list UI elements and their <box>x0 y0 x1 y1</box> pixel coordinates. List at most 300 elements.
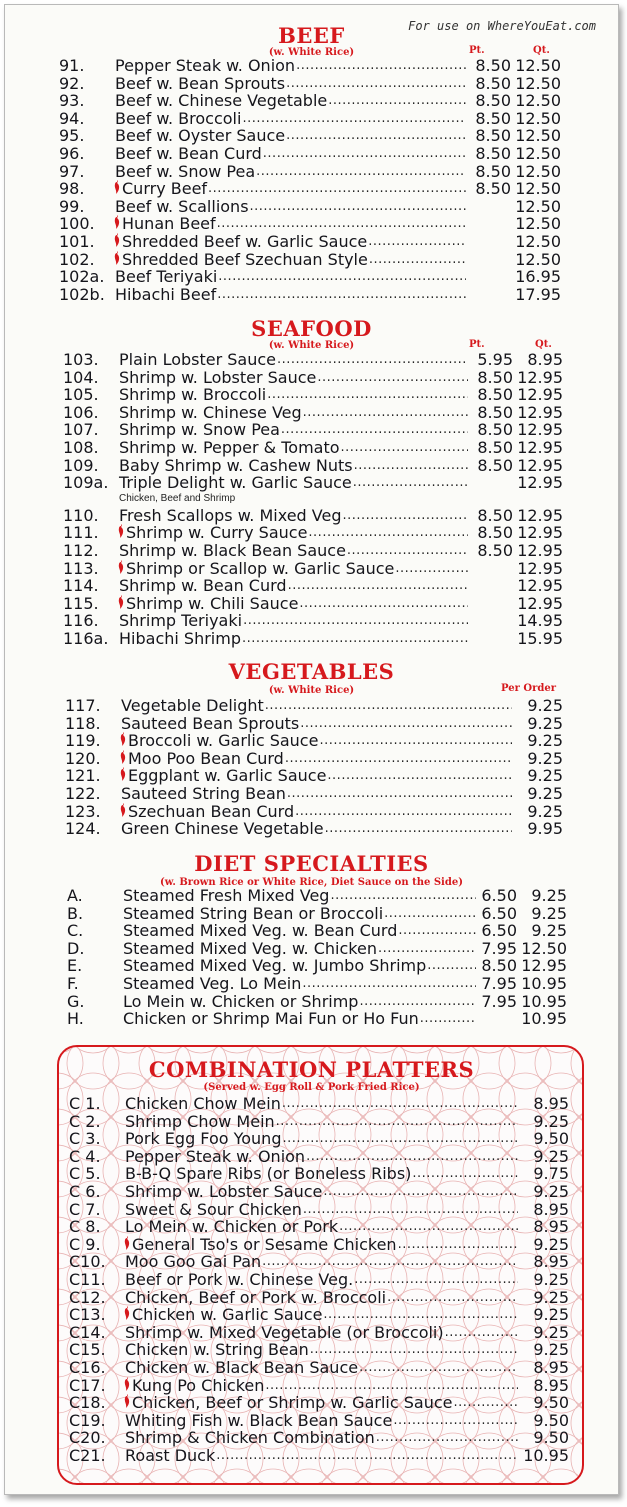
chili-pepper-icon <box>117 560 125 578</box>
seafood-item <box>63 457 563 475</box>
price-small: 6.50 <box>481 886 517 905</box>
combo-item <box>69 1236 569 1254</box>
price-large: 12.95 <box>521 956 567 976</box>
price-large: 12.50 <box>515 144 561 163</box>
combo-item <box>69 1289 569 1307</box>
item-number: 91. <box>59 56 85 75</box>
item-number: 106. <box>63 402 99 422</box>
chili-pepper-icon <box>123 1306 131 1324</box>
pattern-circle <box>499 1047 551 1053</box>
price-small <box>467 286 511 304</box>
item-number: 117. <box>65 696 101 715</box>
price-small: 8.50 <box>475 126 511 146</box>
price: 9.50 <box>533 1393 569 1413</box>
chili-pepper-icon <box>123 1377 131 1395</box>
combo-item <box>69 1429 569 1447</box>
item-number: E. <box>67 956 83 976</box>
price-small: 8.50 <box>475 108 511 128</box>
item-name: Sauteed Bean Sprouts <box>121 713 300 733</box>
vegetables-item <box>65 785 563 803</box>
item-number: 102a. <box>59 267 105 287</box>
price-large: 12.50 <box>515 126 561 146</box>
combo-item <box>69 1148 569 1166</box>
price-small <box>467 233 511 251</box>
item-name: Beef w. Chinese Vegetable <box>115 91 328 111</box>
price-large: 15.95 <box>517 629 563 648</box>
seafood-item <box>63 595 563 613</box>
item-number: C 8. <box>69 1217 101 1237</box>
dot-leader <box>359 1359 518 1377</box>
vegetables-item <box>65 820 563 838</box>
dot-leader <box>359 993 476 1011</box>
item-number: C17. <box>69 1375 106 1395</box>
diet-item <box>67 887 567 905</box>
item-name: Shrimp & Chicken Combination <box>125 1428 375 1448</box>
dot-leader <box>265 1377 518 1395</box>
vegetables-title: VEGETABLES <box>228 659 395 684</box>
item-number: 105. <box>63 385 99 405</box>
beef-item <box>59 180 561 198</box>
item-name: Shrimp w. Lobster Sauce <box>119 367 317 387</box>
price-large: 12.50 <box>515 108 561 128</box>
vegetables-item <box>65 750 563 768</box>
pattern-circle <box>427 1047 479 1053</box>
price-large: 12.95 <box>517 367 563 387</box>
item-name: Shrimp w. Mixed Vegetable (or Broccoli) <box>125 1322 444 1342</box>
beef-item <box>59 163 561 181</box>
vegetables-item <box>65 803 563 821</box>
item-name: Chicken w. String Bean <box>125 1340 309 1360</box>
item-number: 93. <box>59 91 85 111</box>
item-number: 100. <box>59 214 95 234</box>
item-name: Chicken w. Black Bean Sauce <box>125 1358 359 1377</box>
seafood-item <box>63 421 563 439</box>
dot-leader <box>302 975 476 993</box>
dot-leader <box>286 75 466 93</box>
dot-leader <box>369 251 466 269</box>
item-name: Hibachi Shrimp <box>119 629 241 648</box>
item-number: C16. <box>69 1358 106 1377</box>
menu-page <box>4 4 619 1495</box>
price: 9.25 <box>533 1322 569 1342</box>
combo-item <box>69 1095 569 1113</box>
beef-item <box>59 75 561 93</box>
item-name: Chicken Chow Mein <box>125 1094 281 1113</box>
vegetables-item <box>65 697 563 715</box>
price-small <box>467 268 511 286</box>
dot-leader <box>277 351 468 369</box>
dot-leader <box>299 595 468 613</box>
beef-item <box>59 268 561 286</box>
price-large: 12.95 <box>517 438 563 457</box>
seafood-item <box>63 386 563 404</box>
item-number: 116. <box>63 611 99 631</box>
item-name: Shrimp or Scallop w. Garlic Sauce <box>126 558 395 578</box>
beef-col-pt: Pt. <box>469 45 485 56</box>
item-number: B. <box>67 903 84 923</box>
price-large: 12.50 <box>515 179 561 199</box>
item-number: 98. <box>59 179 85 199</box>
price: 9.50 <box>533 1410 569 1430</box>
item-number: 110. <box>63 505 99 525</box>
seafood-col-qt: Qt. <box>535 339 552 350</box>
item-number: 123. <box>65 801 101 821</box>
price: 8.95 <box>533 1252 569 1272</box>
dot-leader <box>286 127 466 145</box>
price-large: 10.95 <box>521 991 567 1011</box>
price-large: 8.95 <box>527 350 563 369</box>
item-name: Beef w. Bean Curd <box>115 144 262 163</box>
item-number: C. <box>67 921 84 941</box>
combo-item <box>69 1359 569 1377</box>
price-large: 12.95 <box>517 558 563 578</box>
diet-item <box>67 975 567 993</box>
item-name: Moo Goo Gai Pan <box>125 1252 262 1272</box>
item-number: C 5. <box>69 1164 101 1184</box>
price: 10.95 <box>523 1446 569 1465</box>
dot-leader <box>265 697 512 715</box>
item-number: 95. <box>59 126 85 146</box>
beef-item <box>59 286 561 304</box>
seafood-item <box>63 404 563 422</box>
beef-item <box>59 233 561 251</box>
dot-leader <box>276 1113 518 1131</box>
diet-item <box>67 1010 567 1028</box>
price-small: 7.95 <box>481 974 517 993</box>
beef-item <box>59 110 561 128</box>
item-name: Shredded Beef w. Garlic Sauce <box>122 232 368 251</box>
dot-leader <box>393 1412 518 1430</box>
price-large: 12.95 <box>517 385 563 405</box>
item-name: Shrimp w. Curry Sauce <box>126 523 308 543</box>
price: 8.95 <box>533 1199 569 1219</box>
item-number: 92. <box>59 73 85 93</box>
price-large: 12.50 <box>515 56 561 75</box>
pattern-circle <box>319 1047 371 1053</box>
item-name: Pepper Steak w. Onion <box>115 56 296 75</box>
chili-pepper-icon <box>123 1236 131 1254</box>
item-name: Steamed Fresh Mixed Veg <box>123 886 330 905</box>
seafood-item <box>63 630 563 648</box>
dot-leader <box>282 1095 518 1113</box>
price: 9.25 <box>527 713 563 733</box>
combo-item <box>69 1218 569 1236</box>
dot-leader <box>384 905 476 923</box>
dot-leader <box>323 1183 518 1201</box>
price-small <box>467 198 511 216</box>
dot-leader <box>353 474 468 492</box>
dot-leader <box>420 1010 476 1028</box>
price-large: 9.25 <box>531 886 567 905</box>
item-number: 109a. <box>63 473 109 493</box>
dot-leader <box>387 1289 518 1307</box>
item-name: Broccoli w. Garlic Sauce <box>128 731 319 751</box>
item-number: C14. <box>69 1322 106 1342</box>
dot-leader <box>285 750 512 768</box>
price-small: 8.50 <box>477 455 513 475</box>
item-number: C 7. <box>69 1199 101 1219</box>
dot-leader <box>243 612 468 630</box>
price-large: 16.95 <box>515 267 561 287</box>
pattern-circle <box>535 1047 582 1053</box>
combo-item <box>69 1306 569 1324</box>
vegetables-item <box>65 767 563 785</box>
price-small: 6.50 <box>481 903 517 923</box>
chili-pepper-icon <box>119 767 127 785</box>
chili-pepper-icon <box>113 180 121 198</box>
item-name: Shrimp w. Chili Sauce <box>126 593 299 613</box>
combo-item <box>69 1253 569 1271</box>
dot-leader <box>330 887 476 905</box>
item-name: Beef w. Bean Sprouts <box>115 73 286 93</box>
item-number: C18. <box>69 1393 106 1413</box>
beef-item <box>59 198 561 216</box>
item-name: Szechuan Bean Curd <box>128 801 295 821</box>
price-small <box>469 612 513 630</box>
dot-leader <box>218 268 466 286</box>
combo-item <box>69 1183 569 1201</box>
price-large: 12.50 <box>515 232 561 251</box>
item-number: 103. <box>63 350 99 369</box>
price: 9.25 <box>533 1146 569 1166</box>
item-number: C 6. <box>69 1182 101 1201</box>
item-name: Beef w. Snow Pea <box>115 161 256 181</box>
item-number: C 3. <box>69 1129 101 1149</box>
price-small: 8.50 <box>481 956 517 976</box>
diet-title: DIET SPECIALTIES <box>194 851 429 876</box>
item-number: 122. <box>65 784 101 803</box>
item-name: Shrimp w. Chinese Veg <box>119 402 302 422</box>
item-number: 113. <box>63 558 99 578</box>
beef-item <box>59 215 561 233</box>
dot-leader <box>262 1253 518 1271</box>
price-large: 12.50 <box>521 938 567 958</box>
item-name: Hunan Beef <box>122 214 216 234</box>
diet-item <box>67 993 567 1011</box>
item-name: Shrimp Chow Mein <box>125 1111 275 1131</box>
price: 9.75 <box>533 1164 569 1184</box>
item-number: 104. <box>63 367 99 387</box>
beef-item <box>59 92 561 110</box>
price: 9.25 <box>533 1234 569 1254</box>
item-number: C20. <box>69 1428 106 1448</box>
item-number: 118. <box>65 713 101 733</box>
seafood-item <box>63 351 563 369</box>
price-large: 12.95 <box>517 473 563 493</box>
pattern-circle <box>283 1047 335 1053</box>
item-name: Shredded Beef Szechuan Style <box>122 249 368 269</box>
watermark: For use on WhereYouEat.com <box>408 19 596 33</box>
item-number: C10. <box>69 1252 106 1272</box>
price-large: 12.50 <box>515 73 561 93</box>
price-small: 8.50 <box>475 161 511 181</box>
dot-leader <box>412 1165 518 1183</box>
dot-leader <box>323 1306 518 1324</box>
item-name: Pork Egg Foo Young <box>125 1129 282 1149</box>
item-name: Chicken, Beef or Pork w. Broccoli <box>125 1287 387 1307</box>
price-large: 12.95 <box>517 402 563 422</box>
pattern-circle <box>103 1047 155 1053</box>
item-name: Green Chinese Vegetable <box>121 819 324 839</box>
item-number: 116a. <box>63 629 109 648</box>
price-small: 5.95 <box>477 350 513 369</box>
dot-leader <box>395 560 468 578</box>
item-number: C12. <box>69 1287 106 1307</box>
price: 9.95 <box>527 819 563 839</box>
price-small <box>469 630 513 648</box>
item-number: 112. <box>63 541 99 560</box>
pattern-circle <box>67 1047 119 1053</box>
combo-item <box>69 1201 569 1219</box>
dot-leader <box>296 57 466 75</box>
price-small <box>467 215 511 233</box>
dot-leader <box>281 421 468 439</box>
item-name: Hibachi Beef <box>115 284 217 304</box>
chili-pepper-icon <box>113 251 121 269</box>
dot-leader <box>427 957 476 975</box>
beef-col-qt: Qt. <box>533 45 550 56</box>
price-small: 8.50 <box>477 420 513 440</box>
price-small: 8.50 <box>477 402 513 422</box>
price: 9.25 <box>527 766 563 786</box>
item-number: C 4. <box>69 1146 101 1166</box>
dot-leader <box>378 940 476 958</box>
dot-leader <box>295 803 512 821</box>
vegetables-item <box>65 715 563 733</box>
item-name: Curry Beef <box>122 179 208 199</box>
diet-item <box>67 922 567 940</box>
dot-leader <box>267 386 468 404</box>
beef-item <box>59 145 561 163</box>
item-name: Shrimp w. Lobster Sauce <box>125 1182 323 1201</box>
item-number: 115. <box>63 593 99 613</box>
combo-item <box>69 1165 569 1183</box>
dot-leader <box>308 524 468 542</box>
price: 9.25 <box>533 1182 569 1201</box>
dot-leader <box>317 369 468 387</box>
price-large: 10.95 <box>521 974 567 993</box>
price-small: 8.50 <box>475 144 511 163</box>
price-large: 12.50 <box>515 161 561 181</box>
item-number: 96. <box>59 144 85 163</box>
item-name: Kung Po Chicken <box>132 1375 265 1395</box>
dot-leader <box>398 922 476 940</box>
seafood-subtitle: (w. White Rice) <box>268 340 355 351</box>
item-number: 114. <box>63 576 99 596</box>
price-large: 10.95 <box>521 1009 567 1029</box>
seafood-item <box>63 577 563 595</box>
combo-item <box>69 1130 569 1148</box>
price-small <box>477 1010 517 1028</box>
item-number: C11. <box>69 1270 106 1289</box>
vegetables-subtitle: (w. White Rice) <box>268 685 355 696</box>
price-large: 12.95 <box>517 576 563 596</box>
price-small: 8.50 <box>475 56 511 75</box>
dot-leader <box>354 1271 518 1289</box>
price: 9.25 <box>527 784 563 803</box>
price-small: 7.95 <box>481 991 517 1011</box>
combo-item <box>69 1447 569 1465</box>
price-large: 12.50 <box>515 196 561 216</box>
price-large: 12.95 <box>517 541 563 560</box>
combo-item <box>69 1412 569 1430</box>
item-name: Beef Teriyaki <box>115 267 218 287</box>
diet-subtitle: (w. Brown Rice or White Rice, Diet Sauce on the Side) <box>160 877 463 888</box>
item-name: Beef or Pork w. Chinese Veg. <box>125 1270 354 1289</box>
price-small: 8.50 <box>477 523 513 543</box>
item-number: F. <box>67 974 79 993</box>
seafood-item <box>63 542 563 560</box>
dot-leader <box>303 404 468 422</box>
price: 9.25 <box>527 696 563 715</box>
beef-item <box>59 57 561 75</box>
vegetables-item <box>65 732 563 750</box>
price-small: 8.50 <box>475 91 511 111</box>
item-number: H. <box>67 1009 84 1029</box>
chili-pepper-icon <box>113 215 121 233</box>
price-small: 8.50 <box>475 179 511 199</box>
price: 9.50 <box>533 1428 569 1448</box>
chili-pepper-icon <box>123 1394 131 1412</box>
price: 9.25 <box>527 801 563 821</box>
dot-leader <box>339 1218 518 1236</box>
price: 8.95 <box>533 1094 569 1113</box>
item-name: Fresh Scallops w. Mixed Veg <box>119 505 342 525</box>
item-number: C 1. <box>69 1094 101 1113</box>
pattern-circle <box>139 1047 191 1053</box>
combo-title: COMBINATION PLATTERS <box>148 1057 475 1082</box>
price-small: 6.50 <box>481 921 517 941</box>
seafood-note: Chicken, Beef and Shrimp <box>119 493 236 504</box>
price-large: 17.95 <box>515 284 561 304</box>
dot-leader <box>310 1341 518 1359</box>
price: 8.95 <box>533 1217 569 1237</box>
price-large: 14.95 <box>517 611 563 631</box>
beef-subtitle: (w. White Rice) <box>268 47 355 58</box>
item-name: General Tso's or Sesame Chicken <box>132 1234 397 1254</box>
dot-leader <box>376 1429 518 1447</box>
item-name: Lo Mein w. Chicken or Shrimp <box>123 991 359 1011</box>
item-number: C15. <box>69 1340 106 1360</box>
item-number: 102b. <box>59 284 105 304</box>
price-small: 7.95 <box>481 938 517 958</box>
dot-leader <box>242 630 468 648</box>
combo-item <box>69 1324 569 1342</box>
item-name: Steamed Veg. Lo Mein <box>123 974 302 993</box>
item-number: 108. <box>63 438 99 457</box>
dot-leader <box>217 215 466 233</box>
dot-leader <box>354 457 468 475</box>
dot-leader <box>328 92 466 110</box>
item-name: Shrimp w. Snow Pea <box>119 420 280 440</box>
diet-item <box>67 957 567 975</box>
vegetables-col-order: Per Order <box>501 683 556 694</box>
dot-leader <box>287 785 512 803</box>
price: 9.25 <box>533 1340 569 1360</box>
price-small: 8.50 <box>475 73 511 93</box>
item-name: Shrimp w. Pepper & Tomato <box>119 438 340 457</box>
item-name: Triple Delight w. Garlic Sauce <box>119 473 352 493</box>
item-number: 120. <box>65 748 101 768</box>
dot-leader <box>341 439 468 457</box>
price: 9.25 <box>533 1111 569 1131</box>
seafood-col-pt: Pt. <box>469 339 485 350</box>
beef-item <box>59 127 561 145</box>
item-name: B-B-Q Spare Ribs (or Boneless Ribs) <box>125 1164 412 1184</box>
seafood-item <box>63 369 563 387</box>
dot-leader <box>242 110 466 128</box>
price-large: 12.95 <box>517 593 563 613</box>
